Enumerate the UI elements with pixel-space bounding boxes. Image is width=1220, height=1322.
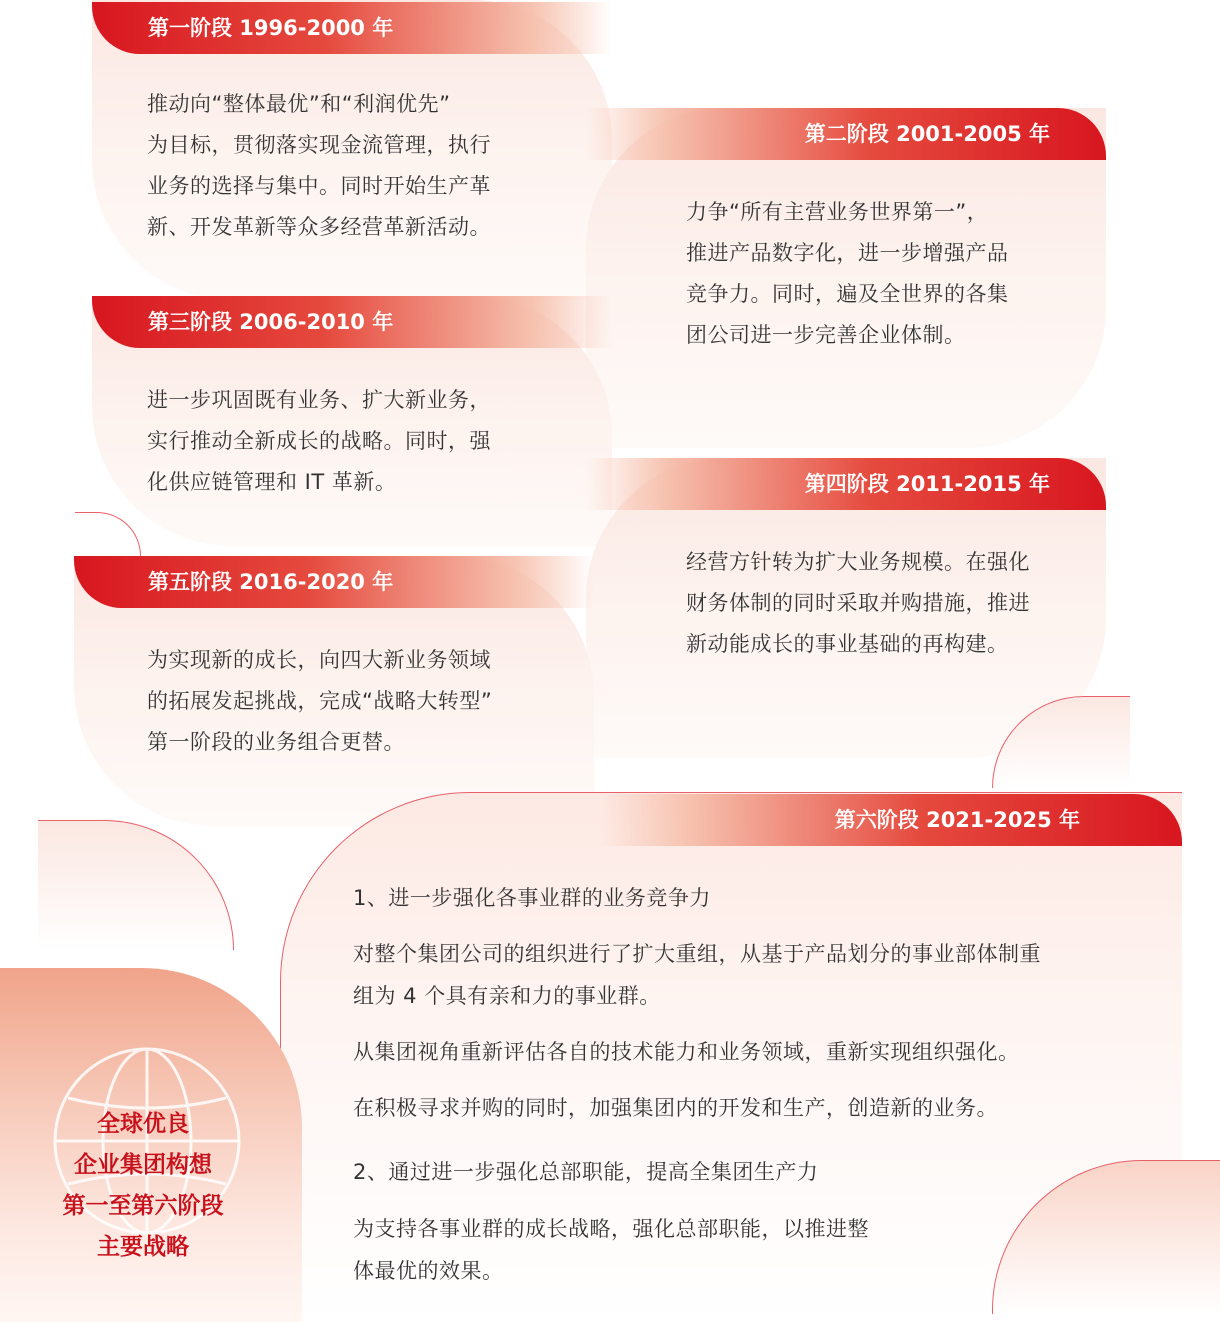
- stage-5-line: 为实现新的成长，向四大新业务领域: [147, 648, 491, 672]
- stage-3-line: 化供应链管理和 IT 革新。: [147, 470, 397, 494]
- stage-6-paragraph: 在积极寻求并购的同时，加强集团内的开发和生产，创造新的业务。: [353, 1096, 998, 1120]
- stage-5-line: 第一阶段的业务组合更替。: [147, 730, 405, 754]
- stage-1-line: 新、开发革新等众多经营革新活动。: [147, 215, 491, 239]
- stage-5-line: 的拓展发起挑战，完成“战略大转型”: [147, 689, 493, 713]
- decorative-leaf: [75, 512, 141, 556]
- stage-5-text: [147, 640, 547, 763]
- stage-6-paragraph: 为支持各事业群的成长战略，强化总部职能，以推进整: [353, 1217, 869, 1241]
- stage-2-line: 团公司进一步完善企业体制。: [686, 323, 966, 347]
- stage-4-title: 第四阶段 2011-2015 年: [586, 458, 1106, 510]
- summary-text: [0, 1104, 286, 1268]
- summary-line: 企业集团构想: [74, 1152, 212, 1178]
- stage-6-paragraph: 从集团视角重新评估各自的技术能力和业务领域，重新实现组织强化。: [353, 1040, 1020, 1064]
- summary-line: 全球优良: [97, 1111, 189, 1137]
- stage-3-line: 进一步巩固既有业务、扩大新业务，: [147, 388, 491, 412]
- stage-2-line: 竞争力。同时，遍及全世界的各集: [686, 282, 1009, 306]
- stage-3-text: [147, 380, 547, 503]
- stage-4-line: 经营方针转为扩大业务规模。在强化: [686, 550, 1030, 574]
- stage-2-text: [686, 192, 1086, 356]
- stage-2-line: 力争“所有主营业务世界第一”，: [686, 200, 989, 224]
- stage-1-title: 第一阶段 1996-2000 年: [92, 2, 612, 54]
- stage-1-line: 为目标，贯彻落实现金流管理，执行: [147, 133, 491, 157]
- stage-1-line: 业务的选择与集中。同时开始生产革: [147, 174, 491, 198]
- stage-5-title: 第五阶段 2016-2020 年: [74, 556, 594, 608]
- stage-2-line: 推进产品数字化，进一步增强产品: [686, 241, 1009, 265]
- stage-4-text: [686, 542, 1086, 665]
- stage-6-heading-2: 2、通过进一步强化总部职能，提高全集团生产力: [353, 1160, 819, 1184]
- summary-line: 第一至第六阶段: [62, 1193, 224, 1219]
- stage-2-title: 第二阶段 2001-2005 年: [586, 108, 1106, 160]
- stage-1-text: [147, 84, 547, 248]
- stage-3-title: 第三阶段 2006-2010 年: [92, 296, 612, 348]
- stage-3-line: 实行推动全新成长的战略。同时，强: [147, 429, 491, 453]
- stage-6-title: 第六阶段 2021-2025 年: [600, 794, 1182, 846]
- stage-4-line: 新动能成长的事业基础的再构建。: [686, 632, 1009, 656]
- decorative-leaf: [38, 820, 234, 950]
- stage-6-paragraph: 体最优的效果。: [353, 1259, 504, 1283]
- stage-6-paragraph: 对整个集团公司的组织进行了扩大重组，从基于产品划分的事业部体制重: [353, 942, 1041, 966]
- summary-line: 主要战略: [97, 1234, 189, 1260]
- stage-6-heading-1: 1、进一步强化各事业群的业务竞争力: [353, 886, 711, 910]
- stage-1-line: 推动向“整体最优”和“利润优先”: [147, 92, 451, 116]
- stage-6-paragraph: 组为 4 个具有亲和力的事业群。: [353, 984, 661, 1008]
- stage-4-line: 财务体制的同时采取并购措施，推进: [686, 591, 1030, 615]
